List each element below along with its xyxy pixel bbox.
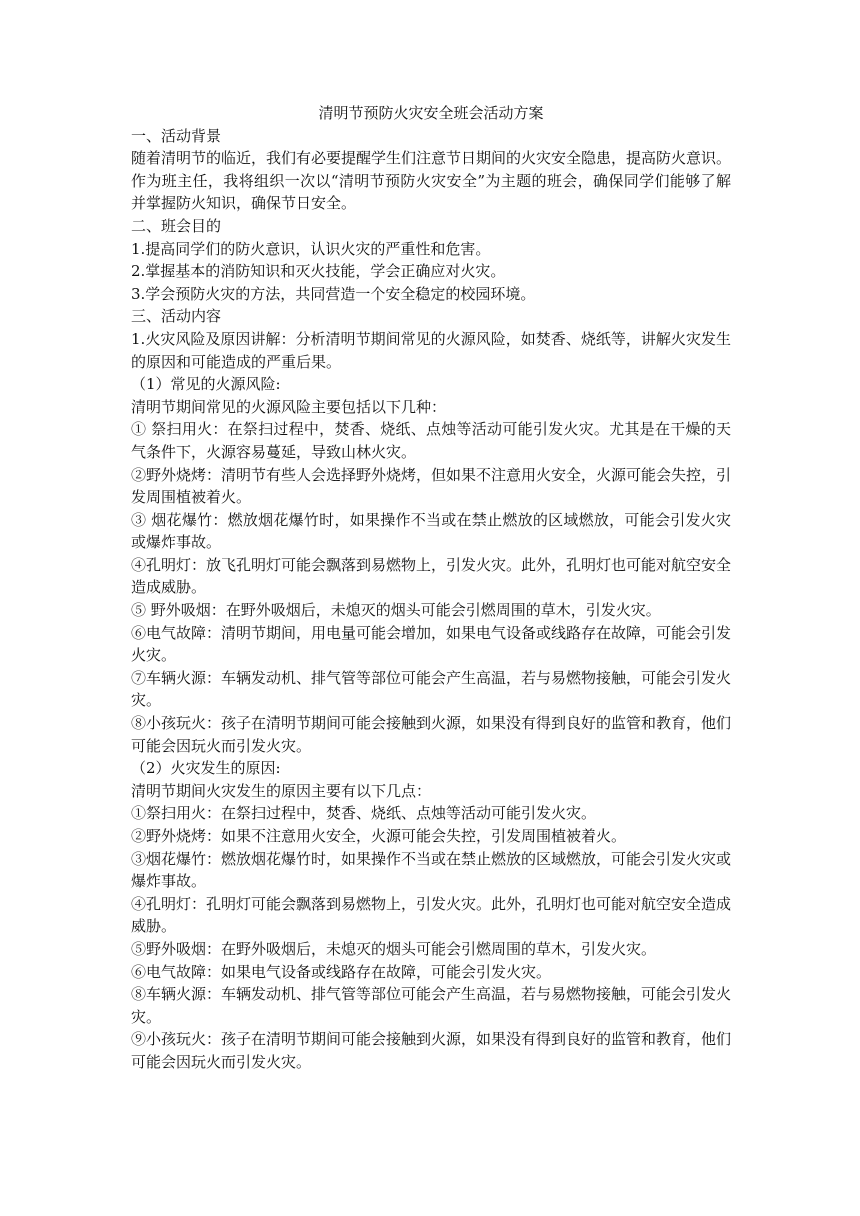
document-page xyxy=(131,102,731,1074)
list-item: ③ 烟花爆竹：燃放烟花爆竹时，如果操作不当或在禁止燃放的区域燃放，可能会引发火灾或爆炸事故。 xyxy=(131,510,731,552)
paragraph: 1.火灾风险及原因讲解：分析清明节期间常见的火源风险，如焚香、烧纸等，讲解火灾发生的原因和可能造成的严重后果。 xyxy=(131,329,731,371)
paragraph: 随着清明节的临近，我们有必要提醒学生们注意节日期间的火灾安全隐患，提高防火意识。 xyxy=(131,149,732,168)
list-item: ⑥电气故障：清明节期间，用电量可能会增加，如果电气设备或线路存在故障，可能会引发火灾。 xyxy=(131,623,732,665)
list-item: ②野外烧烤：清明节有些人会选择野外烧烤，但如果不注意用火安全，火源可能会失控，引发周围植被着火。 xyxy=(131,465,732,507)
list-item: 1.提高同学们的防火意识，认识火灾的严重性和危害。 xyxy=(131,239,491,258)
subheading: （1）常见的火源风险: xyxy=(131,375,281,394)
list-item: 2.掌握基本的消防知识和灭火技能，学会正确应对火灾。 xyxy=(131,262,506,281)
list-item: ①祭扫用火：在祭扫过程中，焚香、烧纸、点烛等活动可能引发火灾。 xyxy=(131,804,597,823)
paragraph: 清明节期间火灾发生的原因主要有以下几点： xyxy=(131,781,432,800)
list-item: ②野外烧烤：如果不注意用火安全，火源可能会失控，引发周围植被着火。 xyxy=(131,827,627,845)
list-item: ⑥电气故障：如果电气设备或线路存在故障，可能会引发火灾。 xyxy=(131,962,552,981)
paragraph: 清明节期间常见的火源风险主要包括以下几种： xyxy=(131,397,447,416)
list-item: ③烟花爆竹：燃放烟花爆竹时，如果操作不当或在禁止燃放的区域燃放，可能会引发火灾或爆炸事故。 xyxy=(131,849,732,891)
list-item: ⑤野外吸烟：在野外吸烟后，未熄灭的烟头可能会引燃周围的草木，引发火灾。 xyxy=(131,939,657,958)
list-item: ⑤ 野外吸烟：在野外吸烟后，未熄灭的烟头可能会引燃周围的草木，引发火灾。 xyxy=(131,601,661,620)
list-item: ④孔明灯：放飞孔明灯可能会飘落到易燃物上，引发火灾。此外，孔明灯也可能对航空安全造成威胁。 xyxy=(131,555,732,597)
list-item: ④孔明灯：孔明灯可能会飘落到易燃物上，引发火灾。此外，孔明灯也可能对航空安全造成威胁。 xyxy=(131,894,732,936)
list-item: ① 祭扫用火：在祭扫过程中，焚香、烧纸、点烛等活动可能引发火灾。尤其是在干燥的天气条件下，火源容易蔓延，导致山林火灾。 xyxy=(131,420,731,461)
section-heading-purpose: 二、班会目的 xyxy=(131,216,222,235)
list-item: ⑧车辆火源：车辆发动机、排气管等部位可能会产生高温，若与易燃物接触，可能会引发火灾。 xyxy=(131,985,732,1026)
paragraph: 作为班主任，我将组织一次以“清明节预防火灾安全”为主题的班会，确保同学们能够了解并掌握防火知识，确保节日安全。 xyxy=(131,171,731,213)
document-title: 清明节预防火灾安全班会活动方案 xyxy=(318,104,544,122)
list-item: ⑧小孩玩火：孩子在清明节期间可能会接触到火源，如果没有得到良好的监管和教育，他们可能会因玩火而引发火灾。 xyxy=(131,714,732,755)
list-item: ⑦车辆火源：车辆发动机、排气管等部位可能会产生高温，若与易燃物接触，可能会引发火灾。 xyxy=(131,668,732,710)
section-heading-background: 一、活动背景 xyxy=(131,126,222,145)
list-item: ⑨小孩玩火：孩子在清明节期间可能会接触到火源，如果没有得到良好的监管和教育，他们可能会因玩火而引发火灾。 xyxy=(131,1030,732,1071)
subheading: （2）火灾发生的原因: xyxy=(131,759,281,778)
section-heading-content: 三、活动内容 xyxy=(131,307,222,326)
list-item: 3.学会预防火灾的方法，共同营造一个安全稳定的校园环境。 xyxy=(131,284,536,303)
